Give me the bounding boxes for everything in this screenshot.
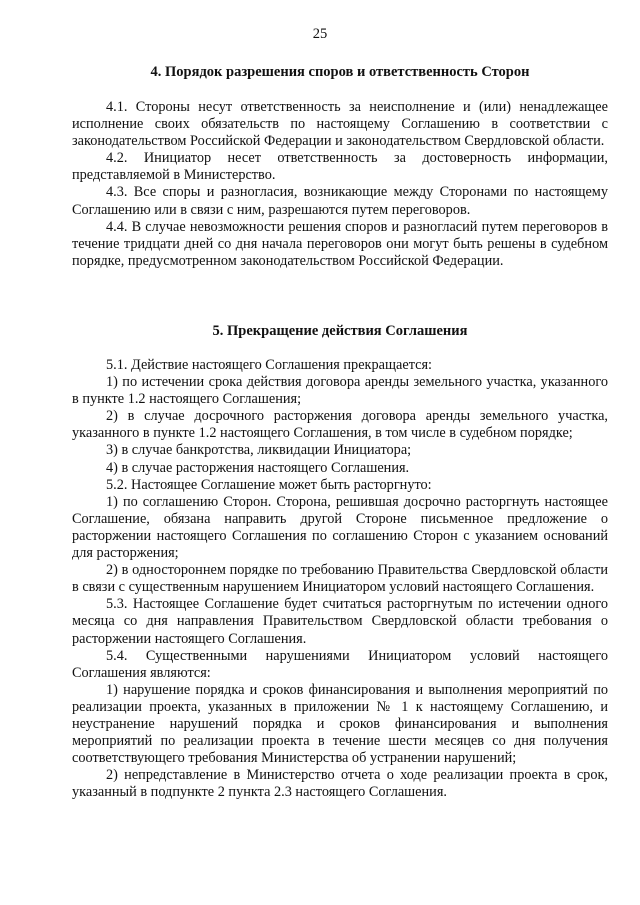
paragraph-5-4-item-1: 1) нарушение порядка и сроков финансирования и выполнения мероприятий по реализации проекта, указанных в приложении № 1 к настоящему Соглашению, и неустранение нарушений порядка и сроков финансирования и выполнения мероприятий по реализации проекта в течение шести месяцев со дня получения соответствующего требования Министерства об устранении нарушений; bbox=[72, 681, 608, 767]
paragraph-4-3: 4.3. Все споры и разногласия, возникающие между Сторонами по настоящему Соглашению или в связи с ним, разрешаются путем переговоров. bbox=[72, 184, 608, 218]
paragraph-5-1-item-4: 4) в случае расторжения настоящего Соглашения. bbox=[106, 459, 410, 476]
paragraph-5-4-item-2: 2) непредставление в Министерство отчета о ходе реализации проекта в срок, указанный в подпункте 2 пункта 2.3 настоящего Соглашения. bbox=[72, 767, 608, 801]
paragraph-5-2: 5.2. Настоящее Соглашение может быть расторгнуто: bbox=[106, 476, 432, 493]
paragraph-5-1-item-3: 3) в случае банкротства, ликвидации Инициатора; bbox=[106, 442, 412, 459]
section-4-title: 4. Порядок разрешения споров и ответственность Сторон bbox=[150, 64, 530, 80]
paragraph-5-4: 5.4. Существенными нарушениями Инициатором условий настоящего Соглашения являются: bbox=[72, 647, 608, 681]
page-number: 25 bbox=[312, 26, 328, 42]
section-5-title: 5. Прекращение действия Соглашения bbox=[212, 323, 468, 339]
paragraph-4-4: 4.4. В случае невозможности решения споров и разногласий путем переговоров в течение тридцати дней со дня начала переговоров они могут быть решены в судебном порядке, предусмотренном законодательством Российской Федерации. bbox=[72, 218, 608, 269]
paragraph-5-3: 5.3. Настоящее Соглашение будет считаться расторгнутым по истечении одного месяца со дня направления Правительством Свердловской области требования о расторжении настоящего Соглашения. bbox=[72, 596, 608, 647]
paragraph-5-2-item-2: 2) в одностороннем порядке по требованию Правительства Свердловской области в связи с существенным нарушением Инициатором условий настоящего Соглашения. bbox=[72, 562, 608, 596]
paragraph-4-2: 4.2. Инициатор несет ответственность за достоверность информации, представляемой в Министерство. bbox=[72, 150, 608, 184]
paragraph-5-2-item-1: 1) по соглашению Сторон. Сторона, решившая досрочно расторгнуть настоящее Соглашение, обязана направить другой Стороне письменное предложение о расторжении настоящего Соглашения по соглашению Сторон с указанием оснований для расторжения; bbox=[72, 493, 608, 562]
paragraph-4-1: 4.1. Стороны несут ответственность за неисполнение и (или) ненадлежащее исполнение своих обязательств по настоящему Соглашению в соответствии с законодательством Российской Федерации и законодательством Свердловской области. bbox=[72, 99, 608, 150]
section-5-body bbox=[72, 357, 608, 801]
paragraph-5-1-item-1: 1) по истечении срока действия договора аренды земельного участка, указанного в пункте 1.2 настоящего Соглашения; bbox=[72, 374, 608, 408]
paragraph-5-1: 5.1. Действие настоящего Соглашения прекращается: bbox=[106, 357, 433, 373]
section-4-body bbox=[72, 99, 608, 270]
paragraph-5-1-item-2: 2) в случае досрочного расторжения договора аренды земельного участка, указанного в пункте 1.2 настоящего Соглашения, в том числе в судебном порядке; bbox=[72, 408, 608, 442]
